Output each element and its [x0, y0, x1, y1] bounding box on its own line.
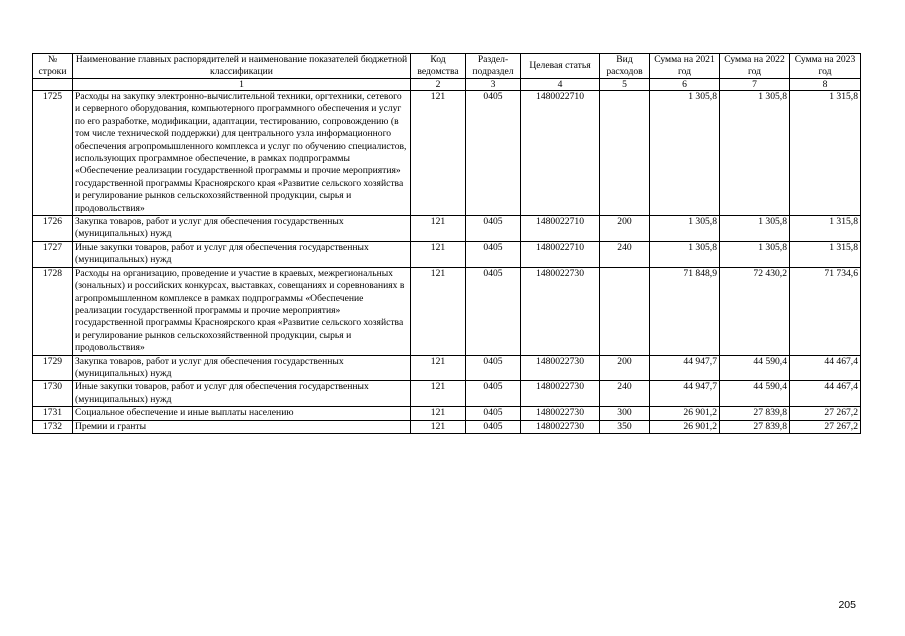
header-sum-2023: Сумма на 2023 год — [790, 54, 861, 79]
expense-type-cell: 200 — [600, 355, 650, 381]
expense-type-cell: 200 — [600, 216, 650, 242]
department-code-cell: 121 — [411, 267, 466, 355]
header-department-code: Код ведомства — [411, 54, 466, 79]
column-number: 2 — [411, 79, 466, 91]
header-sum-2022: Сумма на 2022 год — [720, 54, 790, 79]
department-code-cell: 121 — [411, 381, 466, 407]
sum-2023-cell: 1 315,8 — [790, 91, 861, 216]
table-row — [33, 267, 861, 355]
sum-2023-cell: 1 315,8 — [790, 241, 861, 267]
expense-type-cell: 240 — [600, 381, 650, 407]
target-article-cell: 1480022730 — [521, 355, 600, 381]
row-name-cell: Социальное обеспечение и иные выплаты населению — [73, 407, 411, 420]
expense-type-cell: 240 — [600, 241, 650, 267]
sum-2021-cell: 1 305,8 — [650, 216, 720, 242]
header-row — [33, 54, 861, 79]
sum-2022-cell: 1 305,8 — [720, 216, 790, 242]
column-number — [33, 79, 73, 91]
table-row — [33, 420, 861, 433]
expense-type-cell — [600, 91, 650, 216]
section-cell: 0405 — [466, 407, 521, 420]
sum-2022-cell: 1 305,8 — [720, 241, 790, 267]
sum-2022-cell: 44 590,4 — [720, 381, 790, 407]
table-row — [33, 381, 861, 407]
row-number-cell: 1730 — [33, 381, 73, 407]
row-name-cell: Премии и гранты — [73, 420, 411, 433]
header-expense-type: Вид расходов — [600, 54, 650, 79]
row-name-cell: Закупка товаров, работ и услуг для обеспечения государственных (муниципальных) нужд — [73, 355, 411, 381]
department-code-cell: 121 — [411, 91, 466, 216]
column-number: 6 — [650, 79, 720, 91]
section-cell: 0405 — [466, 241, 521, 267]
expense-type-cell: 300 — [600, 407, 650, 420]
expense-type-cell: 350 — [600, 420, 650, 433]
row-name-cell: Закупка товаров, работ и услуг для обеспечения государственных (муниципальных) нужд — [73, 216, 411, 242]
row-number-cell: 1728 — [33, 267, 73, 355]
header-section: Раздел-подраздел — [466, 54, 521, 79]
sum-2021-cell: 1 305,8 — [650, 241, 720, 267]
column-number-row — [33, 79, 861, 91]
sum-2023-cell: 27 267,2 — [790, 407, 861, 420]
table-row — [33, 355, 861, 381]
target-article-cell: 1480022730 — [521, 381, 600, 407]
row-number-cell: 1727 — [33, 241, 73, 267]
table-row — [33, 407, 861, 420]
column-number: 5 — [600, 79, 650, 91]
sum-2023-cell: 1 315,8 — [790, 216, 861, 242]
table-row — [33, 91, 861, 216]
sum-2022-cell: 44 590,4 — [720, 355, 790, 381]
target-article-cell: 1480022710 — [521, 216, 600, 242]
column-number: 3 — [466, 79, 521, 91]
section-cell: 0405 — [466, 355, 521, 381]
sum-2022-cell: 72 430,2 — [720, 267, 790, 355]
sum-2022-cell: 1 305,8 — [720, 91, 790, 216]
section-cell: 0405 — [466, 91, 521, 216]
row-number-cell: 1731 — [33, 407, 73, 420]
sum-2023-cell: 44 467,4 — [790, 381, 861, 407]
department-code-cell: 121 — [411, 241, 466, 267]
row-number-cell: 1729 — [33, 355, 73, 381]
section-cell: 0405 — [466, 420, 521, 433]
header-sum-2021: Сумма на 2021 год — [650, 54, 720, 79]
header-name: Наименование главных распорядителей и наименование показателей бюджетной классификации — [73, 54, 411, 79]
row-name-cell: Расходы на организацию, проведение и участие в краевых, межрегиональных (зональных) и российских конкурсах, выставках, совещаниях и соревнованиях в агропромышленном комплексе в рамках подпрограммы «Обеспечение реализации государственной программы и прочие мероприятия» государственной программы Красноярского края «Развитие сельского хозяйства и регулирование рынков сельскохозяйственной продукции, сырья и продовольствия» — [73, 267, 411, 355]
budget-table — [32, 53, 861, 434]
sum-2023-cell: 27 267,2 — [790, 420, 861, 433]
table-row — [33, 241, 861, 267]
expense-type-cell — [600, 267, 650, 355]
sum-2021-cell: 71 848,9 — [650, 267, 720, 355]
target-article-cell: 1480022730 — [521, 267, 600, 355]
section-cell: 0405 — [466, 216, 521, 242]
row-number-cell: 1725 — [33, 91, 73, 216]
section-cell: 0405 — [466, 381, 521, 407]
row-number-cell: 1726 — [33, 216, 73, 242]
target-article-cell: 1480022730 — [521, 407, 600, 420]
department-code-cell: 121 — [411, 407, 466, 420]
sum-2022-cell: 27 839,8 — [720, 407, 790, 420]
column-number: 4 — [521, 79, 600, 91]
target-article-cell: 1480022710 — [521, 91, 600, 216]
sum-2021-cell: 44 947,7 — [650, 381, 720, 407]
target-article-cell: 1480022730 — [521, 420, 600, 433]
department-code-cell: 121 — [411, 216, 466, 242]
column-number: 7 — [720, 79, 790, 91]
sum-2021-cell: 26 901,2 — [650, 407, 720, 420]
row-number-cell: 1732 — [33, 420, 73, 433]
section-cell: 0405 — [466, 267, 521, 355]
header-target-article: Целевая статья — [521, 54, 600, 79]
row-name-cell: Расходы на закупку электронно-вычислительной техники, оргтехники, сетевого и серверного оборудования, компьютерного программного обеспечения и услуг по его разработке, модификации, адаптации, тестированию, сопровождению (в том числе технической поддержки) для центрального узла информационного обеспечения агропромышленного комплекса и услуг по обучению специалистов, использующих программное обеспечение, в рамках подпрограммы «Обеспечение реализации государственной программы и прочие мероприятия» государственной программы Красноярского края «Развитие сельского хозяйства и регулирование рынков сельскохозяйственной продукции, сырья и продовольствия» — [73, 91, 411, 216]
budget-sheet — [32, 53, 861, 434]
column-number: 1 — [73, 79, 411, 91]
table-body — [33, 91, 861, 434]
header-row-number: № строки — [33, 54, 73, 79]
sum-2022-cell: 27 839,8 — [720, 420, 790, 433]
row-name-cell: Иные закупки товаров, работ и услуг для обеспечения государственных (муниципальных) нужд — [73, 381, 411, 407]
sum-2021-cell: 26 901,2 — [650, 420, 720, 433]
target-article-cell: 1480022710 — [521, 241, 600, 267]
sum-2023-cell: 44 467,4 — [790, 355, 861, 381]
department-code-cell: 121 — [411, 355, 466, 381]
page-number: 205 — [838, 599, 856, 611]
sum-2023-cell: 71 734,6 — [790, 267, 861, 355]
table-row — [33, 216, 861, 242]
sum-2021-cell: 44 947,7 — [650, 355, 720, 381]
sum-2021-cell: 1 305,8 — [650, 91, 720, 216]
department-code-cell: 121 — [411, 420, 466, 433]
row-name-cell: Иные закупки товаров, работ и услуг для обеспечения государственных (муниципальных) нужд — [73, 241, 411, 267]
column-number: 8 — [790, 79, 861, 91]
